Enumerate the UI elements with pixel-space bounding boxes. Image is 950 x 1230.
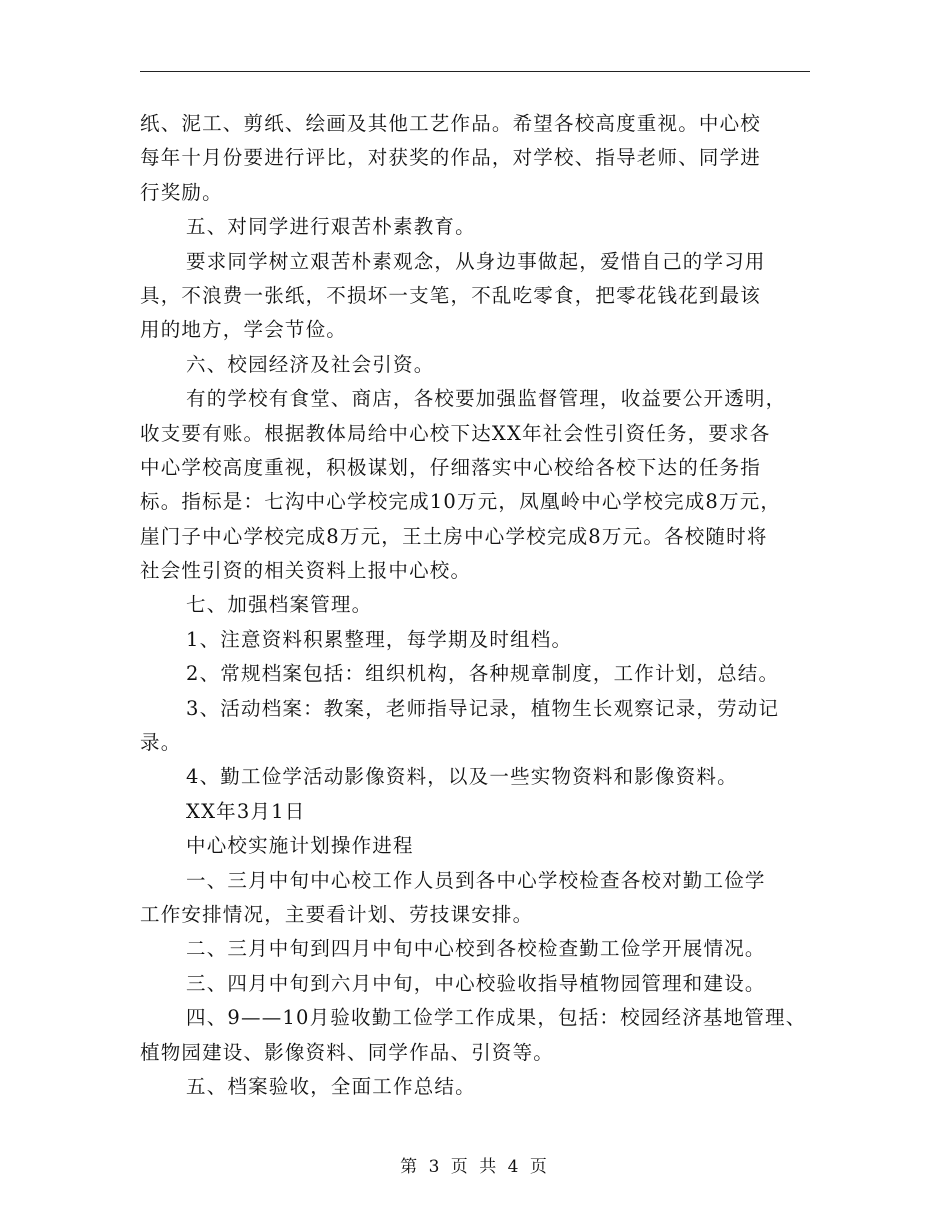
list-item: 三、四月中旬到六月中旬，中心校验收指导植物园管理和建设。 <box>186 971 766 995</box>
list-item: 五、档案验收，全面工作总结。 <box>186 1074 476 1098</box>
section-heading: 七、加强档案管理。 <box>186 593 373 617</box>
list-item: 一、三月中旬中心校工作人员到各中心学校检查各校对勤工俭学 <box>186 868 766 892</box>
text-line: 要求同学树立艰苦朴素观念，从身边事做起，爱惜自己的学习用 <box>186 249 766 273</box>
list-item: 四、9——10月验收勤工俭学工作成果，包括：校园经济基地管理、 <box>186 1006 807 1030</box>
text-line: 纸、泥工、剪纸、绘画及其他工艺作品。希望各校高度重视。中心校 <box>140 112 762 135</box>
section-title: 中心校实施计划操作进程 <box>186 834 414 858</box>
date-line: XX年3月1日 <box>186 799 306 823</box>
list-item: 2、常规档案包括：组织机构，各种规章制度，工作计划，总结。 <box>186 662 780 686</box>
text-line: 录。 <box>140 731 182 755</box>
text-line: 收支要有账。根据教体局给中心校下达XX年社会性引资任务，要求各 <box>140 421 771 445</box>
list-item: 1、注意资料积累整理，每学期及时组档。 <box>186 627 573 651</box>
list-item: 3、活动档案：教案，老师指导记录，植物生长观察记录，劳动记 <box>186 696 780 720</box>
list-item: 4、勤工俭学活动影像资料，以及一些实物资料和影像资料。 <box>186 765 738 789</box>
text-line: 每年十月份要进行评比，对获奖的作品，对学校、指导老师、同学进 <box>140 146 762 170</box>
text-line: 标。指标是：七沟中心学校完成10万元，凤凰岭中心学校完成8万元， <box>140 490 782 514</box>
text-line: 有的学校有食堂、商店，各校要加强监督管理，收益要公开透明， <box>186 387 787 411</box>
text-line: 植物园建设、影像资料、同学作品、引资等。 <box>140 1040 555 1064</box>
header-rule <box>140 71 810 72</box>
text-line: 社会性引资的相关资料上报中心校。 <box>140 559 472 583</box>
text-line: 中心学校高度重视，积极谋划，仔细落实中心校给各校下达的任务指 <box>140 455 762 479</box>
section-heading: 六、校园经济及社会引资。 <box>186 352 435 376</box>
text-line: 用的地方，学会节俭。 <box>140 318 348 342</box>
text-line: 工作安排情况，主要看计划、劳技课安排。 <box>140 902 534 926</box>
list-item: 二、三月中旬到四月中旬中心校到各校检查勤工俭学开展情况。 <box>186 937 766 961</box>
document-body <box>140 107 840 1104</box>
text-line: 具，不浪费一张纸，不损坏一支笔，不乱吃零食，把零花钱花到最该 <box>140 283 762 307</box>
page-number: 第 3 页 共 4 页 <box>400 1157 550 1177</box>
text-line: 行奖励。 <box>140 180 223 204</box>
section-heading: 五、对同学进行艰苦朴素教育。 <box>186 215 476 239</box>
text-line: 崖门子中心学校完成8万元，王土房中心学校完成8万元。各校随时将 <box>140 524 768 548</box>
